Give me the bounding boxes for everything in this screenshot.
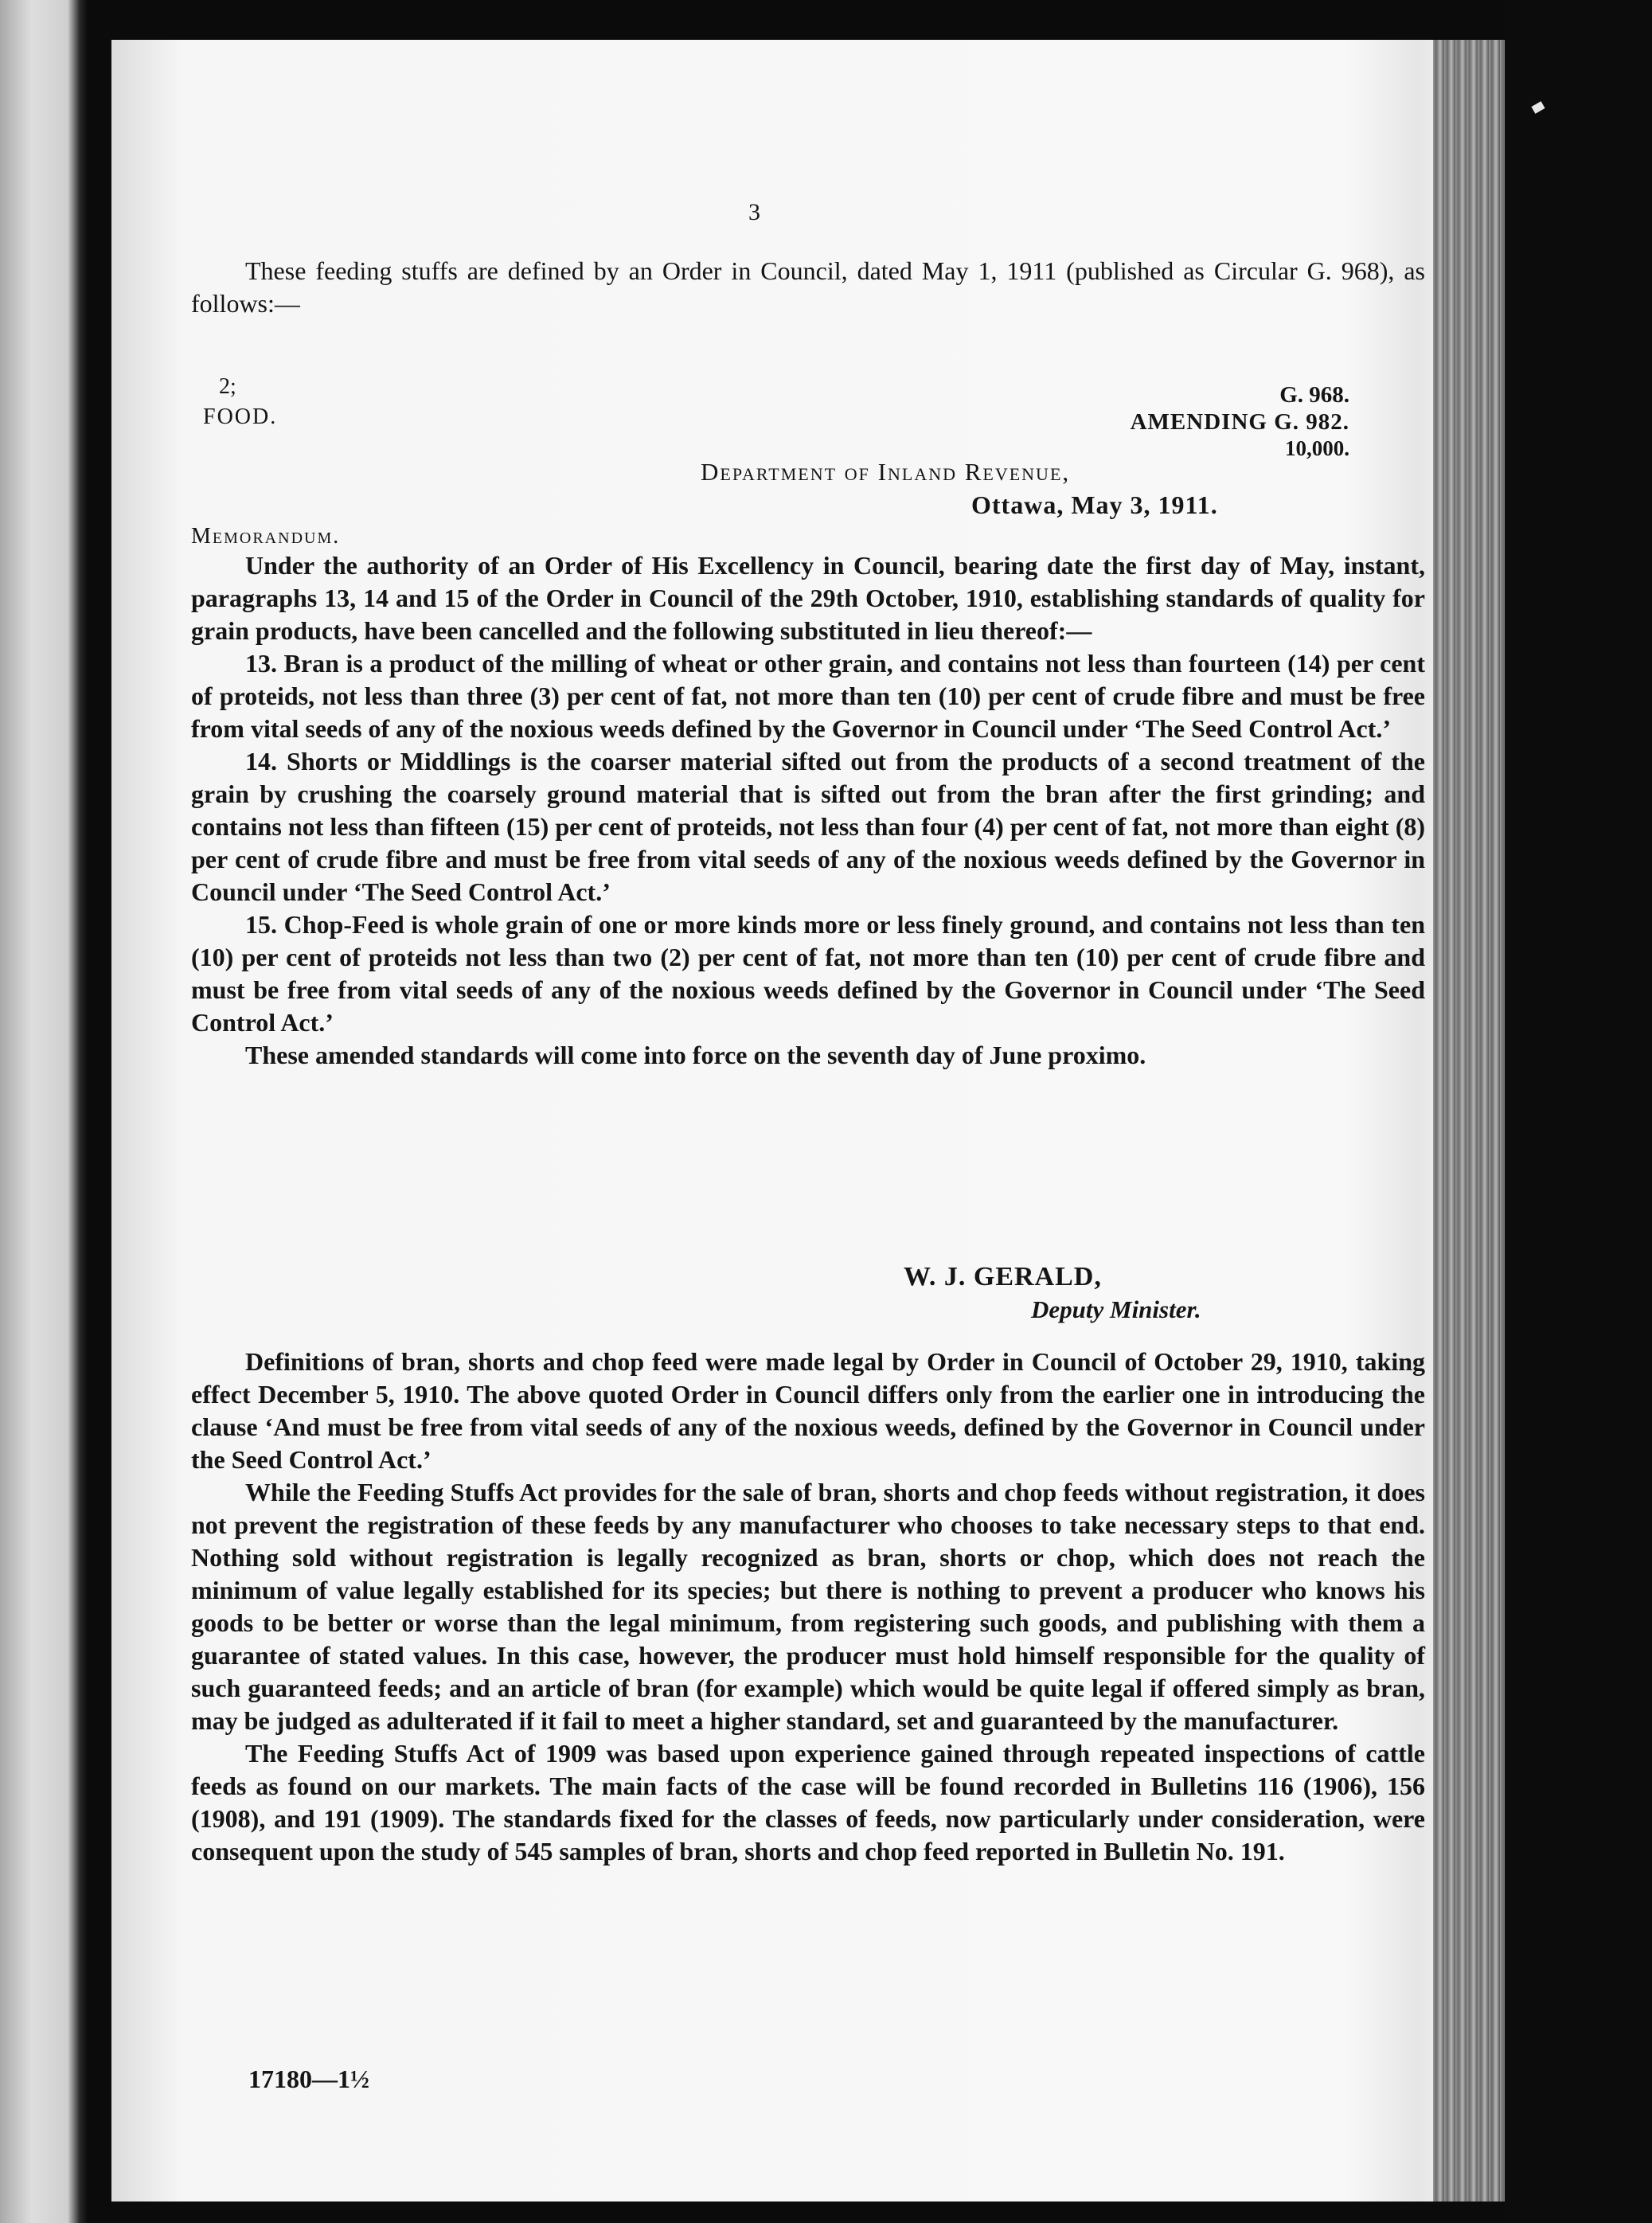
document-page bbox=[111, 40, 1489, 2202]
signature-name: W. J. GERALD, bbox=[904, 1262, 1102, 1291]
circular-number: G. 968. bbox=[1279, 382, 1349, 408]
memo-paragraph-effective: These amended standards will come into force on the seventh day of June proximo. bbox=[245, 1041, 1146, 1069]
body-paragraph: The Feeding Stuffs Act of 1909 was based upon experience gained through repeated inspections of cattle feeds as found on our markets. The main facts of the case will be found recorded in Bulletins 116 (1906), 156 (1908), and 191 (1909). The standards fixed for the classes of feeds, now particularly under consideration, were consequent upon the study of 545 samples of bran, shorts and chop feed reported in Bulletin No. 191. bbox=[191, 1739, 1425, 1866]
margin-label: FOOD. bbox=[203, 404, 278, 429]
body-paragraph: Definitions of bran, shorts and chop feed were made legal by Order in Council of October 29, 1910, taking effect December 5, 1910. The above quoted Order in Council differs only from the earlier one in introducing the clause ‘And must be free from vital seeds of any of the noxious weeds, defined by the Governor in Council under the Seed Control Act.’ bbox=[191, 1347, 1425, 1474]
signature-title: Deputy Minister. bbox=[1031, 1295, 1201, 1323]
page-number: 3 bbox=[748, 199, 760, 225]
memo-heading: Memorandum. bbox=[191, 524, 341, 549]
memo-paragraph-bran: 13. Bran is a product of the milling of wheat or other grain, and contains not less than fourteen (14) per cent of proteids, not less than three (3) per cent of fat, not more than ten (10) per cent of crude fibre and must be free from vital seeds of any of the noxious weeds defined by the Governor in Council under ‘The Seed Control Act.’ bbox=[191, 649, 1425, 743]
department-heading: Department of Inland Revenue, bbox=[701, 458, 1071, 486]
body-paragraph: While the Feeding Stuffs Act provides for the sale of bran, shorts and chop feeds without registration, it does not prevent the registration of these feeds by any manufacturer who chooses to take necessary steps to that end. Nothing sold without registration is legally recognized as bran, shorts or chop, which does not reach the minimum of value legally established for its species; but there is nothing to prevent a producer who knows his goods to be better or worse than the legal minimum, from registering such goods, and publishing with them a guarantee of stated values. In this case, however, the producer must hold himself responsible for the quality of such guaranteed feeds; and an article of bran (for example) which would be quite legal if offered simply as bran, may be judged as adulterated if it fail to meet a higher standard, set and guaranteed by the manufacturer. bbox=[191, 1478, 1425, 1735]
catalog-number: 17180—1½ bbox=[248, 2065, 369, 2093]
margin-number: 2; bbox=[219, 374, 236, 399]
memo-body bbox=[191, 549, 1425, 1072]
memo-paragraph: Under the authority of an Order of His Excellency in Council, bearing date the first day of May, instant, paragraphs 13, 14 and 15 of the Order in Council of the 29th October, 1910, establishing standards of quality for grain products, have been cancelled and the following substituted in lieu thereof:— bbox=[191, 551, 1425, 645]
book-spine-edge bbox=[1433, 40, 1505, 2202]
memo-paragraph-chop-feed: 15. Chop-Feed is whole grain of one or more kinds more or less finely ground, and contains not less than ten (10) per cent of proteids not less than two (2) per cent of fat, not more than ten (10) per cent of crude fibre and must be free from vital seeds of any of the noxious weeds defined by the Governor in Council under ‘The Seed Control Act.’ bbox=[191, 910, 1425, 1037]
circular-count: 10,000. bbox=[1285, 436, 1349, 460]
intro-paragraph: These feeding stuffs are defined by an Order in Council, dated May 1, 1911 (published as Circular G. 968), as follows:— bbox=[191, 256, 1425, 318]
left-page-edge bbox=[0, 0, 88, 2223]
dateline: Ottawa, May 3, 1911. bbox=[971, 490, 1218, 519]
memo-paragraph-shorts: 14. Shorts or Middlings is the coarser material sifted out from the products of a second treatment of the grain by crushing the coarsely ground material that is sifted out from the bran after the first grinding; and contains not less than fifteen (15) per cent of proteids, not less than four (4) per cent of fat, not more than eight (8) per cent of crude fibre and must be free from vital seeds of any of the noxious weeds defined by the Governor in Council under ‘The Seed Control Act.’ bbox=[191, 747, 1425, 906]
background-right bbox=[1505, 0, 1652, 2223]
circular-amending: AMENDING G. 982. bbox=[1130, 409, 1349, 435]
body-text bbox=[191, 1346, 1425, 1868]
